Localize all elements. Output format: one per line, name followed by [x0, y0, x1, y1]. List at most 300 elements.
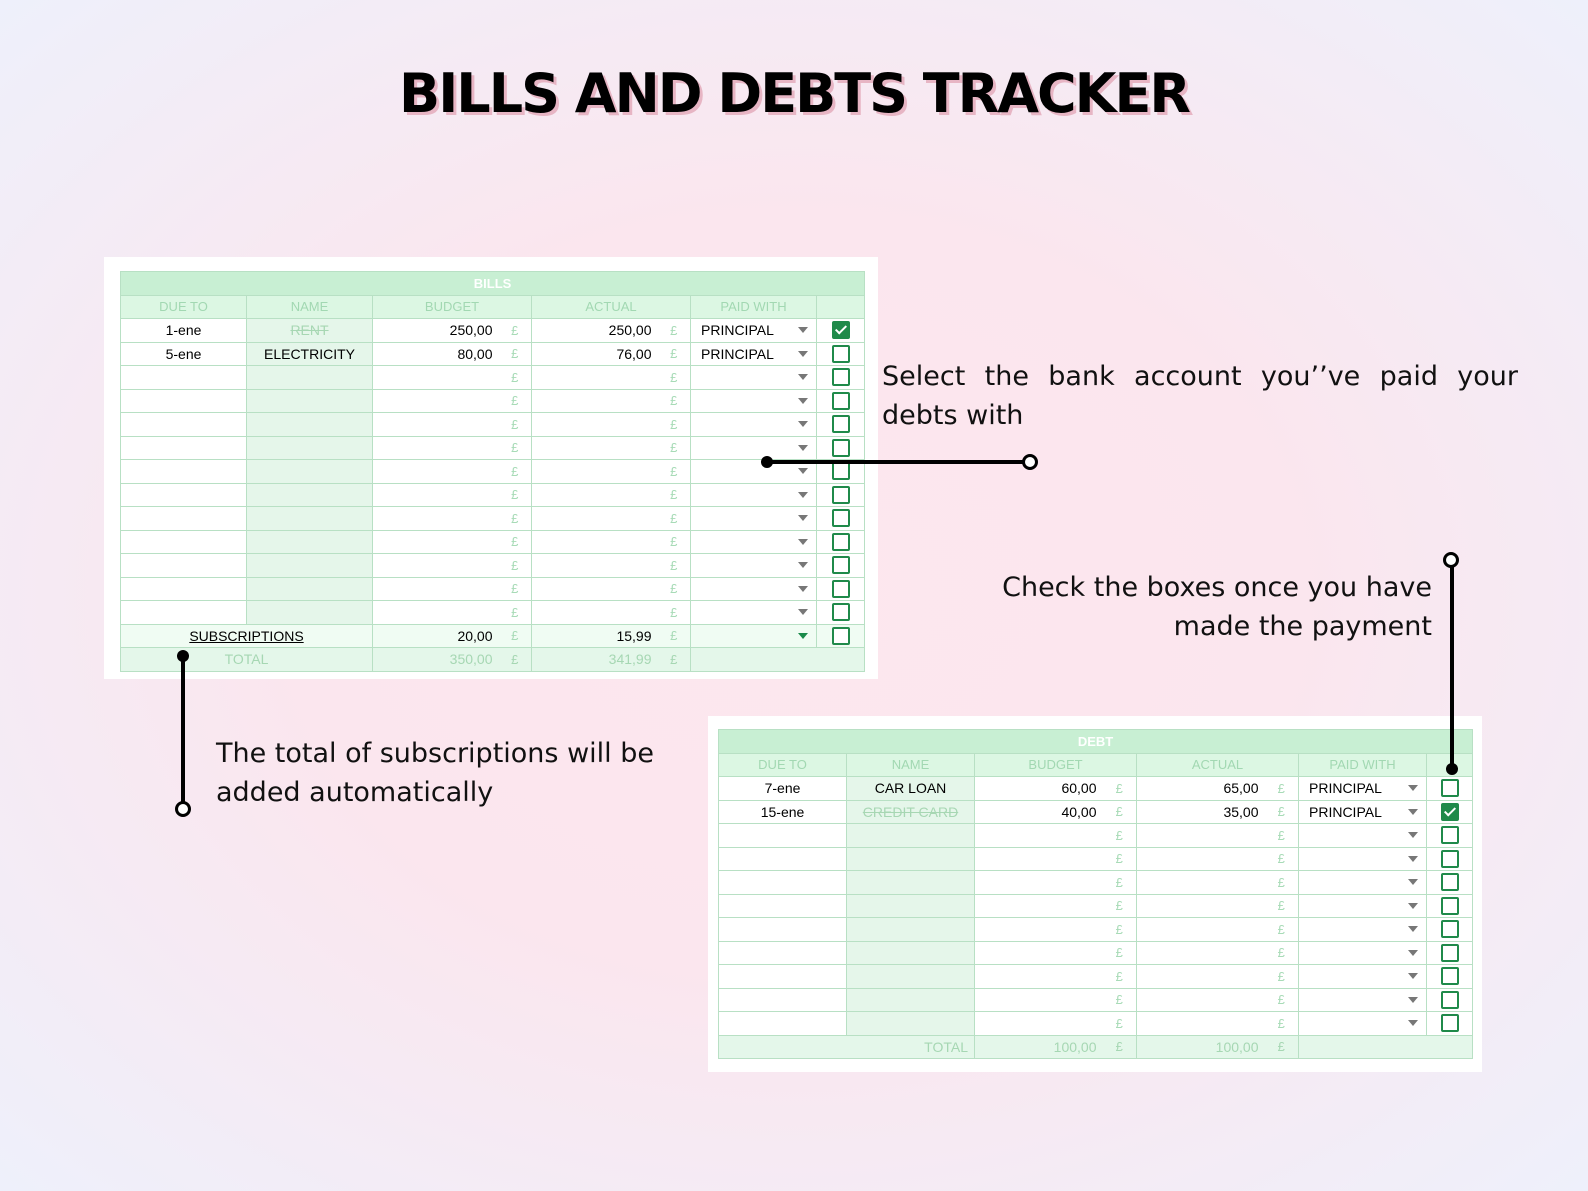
- dropdown-caret-icon[interactable]: [798, 633, 808, 639]
- paid-with-value: [1305, 945, 1309, 961]
- table-row: [121, 460, 865, 484]
- total-label: TOTAL: [121, 648, 373, 672]
- dropdown-caret-icon[interactable]: [1408, 879, 1418, 885]
- budget-cell[interactable]: [975, 941, 1103, 965]
- paid-checkbox-cell: [817, 507, 865, 531]
- header-paid-with: PAID WITH: [691, 295, 817, 319]
- name-cell[interactable]: [247, 601, 373, 625]
- name-cell[interactable]: [247, 389, 373, 413]
- paid-checkbox-cell: [817, 342, 865, 366]
- table-row: [121, 319, 865, 343]
- total-label: TOTAL: [847, 1035, 975, 1059]
- due-date-cell[interactable]: [719, 941, 847, 965]
- budget-cell[interactable]: [373, 389, 499, 413]
- name-cell[interactable]: [847, 871, 975, 895]
- paid-checkbox-cell: [1427, 894, 1473, 918]
- paid-with-dropdown[interactable]: [691, 507, 817, 531]
- currency-symbol: £: [1103, 871, 1137, 895]
- budget-cell[interactable]: [373, 554, 499, 578]
- dropdown-caret-icon[interactable]: [1408, 997, 1418, 1003]
- dropdown-caret-icon[interactable]: [798, 492, 808, 498]
- currency-symbol: £: [499, 554, 532, 578]
- budget-cell[interactable]: [975, 988, 1103, 1012]
- subscriptions-actual: 15,99: [532, 624, 658, 648]
- paid-checkbox-cell: [817, 577, 865, 601]
- subscriptions-connector: [181, 658, 185, 804]
- budget-cell[interactable]: 40,00: [975, 800, 1103, 824]
- name-cell[interactable]: CREDIT CARD: [847, 800, 975, 824]
- paid-checkbox[interactable]: [1441, 897, 1459, 915]
- table-row: [719, 777, 1473, 801]
- due-date-cell[interactable]: [121, 554, 247, 578]
- name-cell[interactable]: [847, 941, 975, 965]
- paid-checkbox[interactable]: [1441, 850, 1459, 868]
- header-actual: ACTUAL: [532, 295, 691, 319]
- bills-header-row: [121, 295, 865, 319]
- header-paid-check: [817, 295, 865, 319]
- paid-checkbox[interactable]: [1441, 803, 1459, 821]
- subscriptions-connector-start-dot: [177, 650, 189, 662]
- currency-symbol: £: [1265, 965, 1299, 989]
- actual-cell[interactable]: 76,00: [532, 342, 658, 366]
- name-cell[interactable]: CAR LOAN: [847, 777, 975, 801]
- currency-symbol: £: [1265, 824, 1299, 848]
- due-date-cell[interactable]: [121, 601, 247, 625]
- paid-checkbox[interactable]: [832, 603, 850, 621]
- budget-cell[interactable]: [975, 847, 1103, 871]
- budget-cell[interactable]: [373, 601, 499, 625]
- actual-cell[interactable]: [532, 530, 658, 554]
- paid-with-dropdown[interactable]: [1299, 918, 1427, 942]
- due-date-cell[interactable]: 5-ene: [121, 342, 247, 366]
- paid-with-value: PRINCIPAL: [701, 345, 774, 362]
- dropdown-caret-icon[interactable]: [1408, 809, 1418, 815]
- table-row: [719, 1012, 1473, 1036]
- debt-header-row: [719, 753, 1473, 777]
- due-date-cell[interactable]: [121, 483, 247, 507]
- actual-cell[interactable]: [1137, 847, 1265, 871]
- actual-cell[interactable]: [532, 436, 658, 460]
- budget-cell[interactable]: [373, 366, 499, 390]
- dropdown-caret-icon[interactable]: [798, 445, 808, 451]
- paid-checkbox[interactable]: [832, 509, 850, 527]
- paid-checkbox[interactable]: [832, 580, 850, 598]
- name-cell[interactable]: [247, 530, 373, 554]
- due-date-cell[interactable]: [719, 918, 847, 942]
- dropdown-caret-icon[interactable]: [798, 398, 808, 404]
- actual-cell[interactable]: 35,00: [1137, 800, 1265, 824]
- paid-checkbox[interactable]: [832, 321, 850, 339]
- table-row: [719, 894, 1473, 918]
- currency-symbol: £: [1103, 847, 1137, 871]
- total-budget: 350,00: [373, 648, 499, 672]
- budget-cell[interactable]: [373, 460, 499, 484]
- paid-with-value: [697, 510, 701, 526]
- currency-symbol: £: [1103, 965, 1137, 989]
- actual-cell[interactable]: [532, 366, 658, 390]
- currency-symbol: £: [658, 342, 691, 366]
- actual-cell[interactable]: 65,00: [1137, 777, 1265, 801]
- header-due-to: DUE TO: [719, 753, 847, 777]
- paid-with-dropdown[interactable]: [691, 577, 817, 601]
- paid-with-value: [1305, 898, 1309, 914]
- currency-symbol: £: [658, 389, 691, 413]
- paid-with-value: [697, 463, 701, 479]
- budget-cell[interactable]: [975, 1012, 1103, 1036]
- paid-checkbox[interactable]: [1441, 944, 1459, 962]
- due-date-cell[interactable]: [719, 847, 847, 871]
- header-paid-with: PAID WITH: [1299, 753, 1427, 777]
- actual-cell[interactable]: [532, 601, 658, 625]
- paid-checkbox-cell: [817, 624, 865, 648]
- budget-cell[interactable]: [975, 871, 1103, 895]
- paid-with-dropdown[interactable]: [1299, 988, 1427, 1012]
- paid-checkbox[interactable]: [832, 439, 850, 457]
- table-row: [719, 988, 1473, 1012]
- currency-symbol: £: [658, 530, 691, 554]
- paid-checkbox[interactable]: [1441, 920, 1459, 938]
- dropdown-caret-icon[interactable]: [798, 609, 808, 615]
- name-cell[interactable]: [247, 460, 373, 484]
- actual-cell[interactable]: [532, 460, 658, 484]
- due-date-cell[interactable]: [121, 460, 247, 484]
- currency-symbol: £: [658, 624, 691, 648]
- total-row: [121, 648, 865, 672]
- actual-cell[interactable]: [1137, 965, 1265, 989]
- due-date-cell[interactable]: [719, 894, 847, 918]
- subscriptions-budget: 20,00: [373, 624, 499, 648]
- actual-cell[interactable]: [532, 577, 658, 601]
- paid-with-dropdown[interactable]: [1299, 847, 1427, 871]
- budget-cell[interactable]: [975, 824, 1103, 848]
- actual-cell[interactable]: [1137, 988, 1265, 1012]
- dropdown-caret-icon[interactable]: [798, 539, 808, 545]
- currency-symbol: £: [499, 319, 532, 343]
- budget-cell[interactable]: [373, 530, 499, 554]
- due-date-cell[interactable]: [719, 824, 847, 848]
- table-row: [121, 342, 865, 366]
- paid-checkbox-cell: [1427, 1012, 1473, 1036]
- name-cell[interactable]: [847, 965, 975, 989]
- name-cell[interactable]: [247, 413, 373, 437]
- total-actual: 341,99: [532, 648, 658, 672]
- currency-symbol: £: [1265, 894, 1299, 918]
- budget-cell[interactable]: [975, 965, 1103, 989]
- currency-symbol: £: [1265, 1012, 1299, 1036]
- paid-with-dropdown[interactable]: [691, 413, 817, 437]
- currency-symbol: £: [499, 460, 532, 484]
- actual-cell[interactable]: [532, 483, 658, 507]
- currency-symbol: £: [1265, 800, 1299, 824]
- name-cell[interactable]: RENT: [247, 319, 373, 343]
- name-cell[interactable]: [847, 824, 975, 848]
- paid-with-dropdown[interactable]: [1299, 800, 1427, 824]
- budget-cell[interactable]: [373, 577, 499, 601]
- paid-with-dropdown[interactable]: [1299, 871, 1427, 895]
- currency-symbol: £: [658, 507, 691, 531]
- paid-with-value: [1305, 851, 1309, 867]
- actual-cell[interactable]: [532, 507, 658, 531]
- name-cell[interactable]: [247, 366, 373, 390]
- paid-checkbox[interactable]: [832, 368, 850, 386]
- paid-with-value: [697, 487, 701, 503]
- dropdown-caret-icon[interactable]: [798, 468, 808, 474]
- currency-symbol: £: [658, 413, 691, 437]
- paid-checkbox-cell: [1427, 871, 1473, 895]
- due-date-cell[interactable]: [719, 871, 847, 895]
- dropdown-caret-icon[interactable]: [798, 327, 808, 333]
- paid-with-dropdown[interactable]: [691, 530, 817, 554]
- bills-table: [120, 271, 865, 672]
- budget-cell[interactable]: [373, 413, 499, 437]
- due-date-cell[interactable]: [121, 366, 247, 390]
- name-cell[interactable]: [847, 988, 975, 1012]
- paid-checkbox[interactable]: [1441, 1014, 1459, 1032]
- paid-with-value: [697, 534, 701, 550]
- actual-cell[interactable]: [1137, 894, 1265, 918]
- dropdown-caret-icon[interactable]: [1408, 973, 1418, 979]
- actual-cell[interactable]: [532, 554, 658, 578]
- debt-table-title: DEBT: [719, 730, 1473, 754]
- checkboxes-connector-end-dot: [1446, 763, 1458, 775]
- table-row: [121, 507, 865, 531]
- due-date-cell[interactable]: [719, 988, 847, 1012]
- currency-symbol: £: [499, 389, 532, 413]
- due-date-cell[interactable]: 1-ene: [121, 319, 247, 343]
- name-cell[interactable]: [847, 894, 975, 918]
- table-row: [121, 483, 865, 507]
- dropdown-caret-icon[interactable]: [1408, 950, 1418, 956]
- table-row: [719, 800, 1473, 824]
- total-filler: [691, 648, 865, 672]
- actual-cell[interactable]: [1137, 941, 1265, 965]
- actual-cell[interactable]: [532, 413, 658, 437]
- currency-symbol: £: [658, 648, 691, 672]
- paid-with-dropdown[interactable]: [691, 436, 817, 460]
- paid-checkbox[interactable]: [832, 533, 850, 551]
- bank-account-connector-start-dot: [761, 456, 773, 468]
- currency-symbol: £: [499, 342, 532, 366]
- paid-checkbox[interactable]: [832, 415, 850, 433]
- bills-title-row: [121, 272, 865, 296]
- paid-with-dropdown[interactable]: [691, 366, 817, 390]
- paid-with-dropdown[interactable]: [1299, 941, 1427, 965]
- currency-symbol: £: [658, 436, 691, 460]
- actual-cell[interactable]: [1137, 1012, 1265, 1036]
- actual-cell[interactable]: [1137, 918, 1265, 942]
- currency-symbol: £: [1265, 847, 1299, 871]
- currency-symbol: £: [499, 483, 532, 507]
- budget-cell[interactable]: [975, 894, 1103, 918]
- name-cell[interactable]: [847, 1012, 975, 1036]
- currency-symbol: £: [499, 601, 532, 625]
- table-row: [121, 601, 865, 625]
- name-cell[interactable]: [247, 507, 373, 531]
- dropdown-caret-icon[interactable]: [1408, 903, 1418, 909]
- currency-symbol: £: [499, 436, 532, 460]
- paid-checkbox-cell: [1427, 847, 1473, 871]
- dropdown-caret-icon[interactable]: [1408, 1020, 1418, 1026]
- due-date-cell[interactable]: [121, 530, 247, 554]
- name-cell[interactable]: [247, 436, 373, 460]
- header-budget: BUDGET: [975, 753, 1137, 777]
- budget-cell[interactable]: [373, 436, 499, 460]
- dropdown-caret-icon[interactable]: [798, 351, 808, 357]
- currency-symbol: £: [499, 366, 532, 390]
- paid-with-value: [697, 416, 701, 432]
- due-date-cell[interactable]: [121, 507, 247, 531]
- dropdown-caret-icon[interactable]: [798, 586, 808, 592]
- paid-checkbox-cell: [817, 366, 865, 390]
- due-date-cell[interactable]: [719, 1012, 847, 1036]
- due-date-cell[interactable]: [121, 389, 247, 413]
- paid-with-value: [697, 369, 701, 385]
- dropdown-caret-icon[interactable]: [798, 515, 808, 521]
- paid-with-dropdown[interactable]: [1299, 1012, 1427, 1036]
- paid-checkbox[interactable]: [1441, 826, 1459, 844]
- due-date-cell[interactable]: [121, 413, 247, 437]
- subscriptions-note: The total of subscriptions will be added automatically: [216, 738, 654, 808]
- currency-symbol: £: [1265, 871, 1299, 895]
- paid-checkbox[interactable]: [832, 392, 850, 410]
- subscriptions-connector-end-ring: [175, 801, 191, 817]
- currency-symbol: £: [1265, 918, 1299, 942]
- dropdown-caret-icon[interactable]: [1408, 926, 1418, 932]
- paid-with-dropdown[interactable]: [1299, 777, 1427, 801]
- paid-checkbox[interactable]: [1441, 873, 1459, 891]
- currency-symbol: £: [1103, 800, 1137, 824]
- paid-checkbox-cell: [817, 601, 865, 625]
- paid-with-dropdown[interactable]: [691, 389, 817, 413]
- currency-symbol: £: [1103, 894, 1137, 918]
- paid-with-value: [697, 557, 701, 573]
- name-cell[interactable]: [247, 577, 373, 601]
- paid-with-value: [1305, 827, 1309, 843]
- paid-with-value: PRINCIPAL: [1309, 780, 1382, 797]
- paid-checkbox[interactable]: [1441, 991, 1459, 1009]
- currency-symbol: £: [499, 648, 532, 672]
- currency-symbol: £: [658, 460, 691, 484]
- paid-checkbox-cell: [1427, 988, 1473, 1012]
- paid-checkbox[interactable]: [832, 556, 850, 574]
- paid-checkbox[interactable]: [1441, 779, 1459, 797]
- paid-with-value: [697, 393, 701, 409]
- currency-symbol: £: [499, 413, 532, 437]
- dropdown-caret-icon[interactable]: [798, 562, 808, 568]
- paid-checkbox[interactable]: [832, 345, 850, 363]
- paid-with-value: [1305, 1015, 1309, 1031]
- currency-symbol: £: [1265, 988, 1299, 1012]
- name-cell[interactable]: [247, 554, 373, 578]
- paid-with-value: [1305, 874, 1309, 890]
- name-cell[interactable]: ELECTRICITY: [247, 342, 373, 366]
- header-name: NAME: [247, 295, 373, 319]
- table-row: [719, 871, 1473, 895]
- budget-cell[interactable]: [373, 483, 499, 507]
- budget-cell[interactable]: 250,00: [373, 319, 499, 343]
- budget-cell[interactable]: 60,00: [975, 777, 1103, 801]
- table-row: [719, 824, 1473, 848]
- table-row: [719, 847, 1473, 871]
- paid-with-dropdown[interactable]: [691, 483, 817, 507]
- table-row: [719, 965, 1473, 989]
- bank-account-note: Select the bank account you’’ve paid your debts with: [882, 361, 1518, 431]
- debt-title-row: [719, 730, 1473, 754]
- paid-with-value: [697, 604, 701, 620]
- table-row: [121, 366, 865, 390]
- dropdown-caret-icon[interactable]: [1408, 785, 1418, 791]
- paid-checkbox-cell: [817, 530, 865, 554]
- currency-symbol: £: [658, 366, 691, 390]
- paid-checkbox-cell: [1427, 824, 1473, 848]
- paid-with-value: [1305, 992, 1309, 1008]
- due-date-cell[interactable]: [121, 436, 247, 460]
- dropdown-caret-icon[interactable]: [1408, 832, 1418, 838]
- paid-with-dropdown[interactable]: [691, 624, 817, 648]
- actual-cell[interactable]: [1137, 824, 1265, 848]
- paid-with-dropdown[interactable]: [691, 319, 817, 343]
- subscriptions-row: [121, 624, 865, 648]
- currency-symbol: £: [1103, 918, 1137, 942]
- due-date-cell[interactable]: [719, 965, 847, 989]
- paid-with-dropdown[interactable]: [691, 554, 817, 578]
- dropdown-caret-icon[interactable]: [798, 374, 808, 380]
- paid-with-dropdown[interactable]: [691, 601, 817, 625]
- dropdown-caret-icon[interactable]: [1408, 856, 1418, 862]
- currency-symbol: £: [1265, 941, 1299, 965]
- name-cell[interactable]: [847, 918, 975, 942]
- due-date-cell[interactable]: [121, 577, 247, 601]
- paid-with-dropdown[interactable]: [1299, 965, 1427, 989]
- paid-with-dropdown[interactable]: [1299, 894, 1427, 918]
- subscriptions-label[interactable]: SUBSCRIPTIONS: [121, 624, 373, 648]
- name-cell[interactable]: [847, 847, 975, 871]
- paid-checkbox[interactable]: [832, 627, 850, 645]
- paid-checkbox-cell: [1427, 965, 1473, 989]
- due-date-cell[interactable]: 7-ene: [719, 777, 847, 801]
- actual-cell[interactable]: [532, 389, 658, 413]
- due-date-cell[interactable]: 15-ene: [719, 800, 847, 824]
- budget-cell[interactable]: [975, 918, 1103, 942]
- table-row: [121, 577, 865, 601]
- name-cell[interactable]: [247, 483, 373, 507]
- paid-checkbox[interactable]: [1441, 967, 1459, 985]
- paid-with-dropdown[interactable]: [1299, 824, 1427, 848]
- paid-with-value: PRINCIPAL: [701, 322, 774, 339]
- currency-symbol: £: [1103, 1012, 1137, 1036]
- dropdown-caret-icon[interactable]: [798, 421, 808, 427]
- paid-with-dropdown[interactable]: [691, 342, 817, 366]
- budget-cell[interactable]: 80,00: [373, 342, 499, 366]
- currency-symbol: £: [1265, 1035, 1299, 1059]
- paid-with-value: [697, 440, 701, 456]
- actual-cell[interactable]: 250,00: [532, 319, 658, 343]
- page-title: BILLS AND DEBTS TRACKER: [399, 62, 1189, 125]
- header-name: NAME: [847, 753, 975, 777]
- header-due-to: DUE TO: [121, 295, 247, 319]
- currency-symbol: £: [1103, 1035, 1137, 1059]
- paid-checkbox-cell: [817, 436, 865, 460]
- actual-cell[interactable]: [1137, 871, 1265, 895]
- paid-checkbox-cell: [817, 319, 865, 343]
- budget-cell[interactable]: [373, 507, 499, 531]
- bills-table-title: BILLS: [121, 272, 865, 296]
- total-spacer: [719, 1035, 847, 1059]
- currency-symbol: £: [658, 483, 691, 507]
- paid-checkbox[interactable]: [832, 486, 850, 504]
- paid-checkbox[interactable]: [832, 462, 850, 480]
- paid-checkbox-cell: [817, 413, 865, 437]
